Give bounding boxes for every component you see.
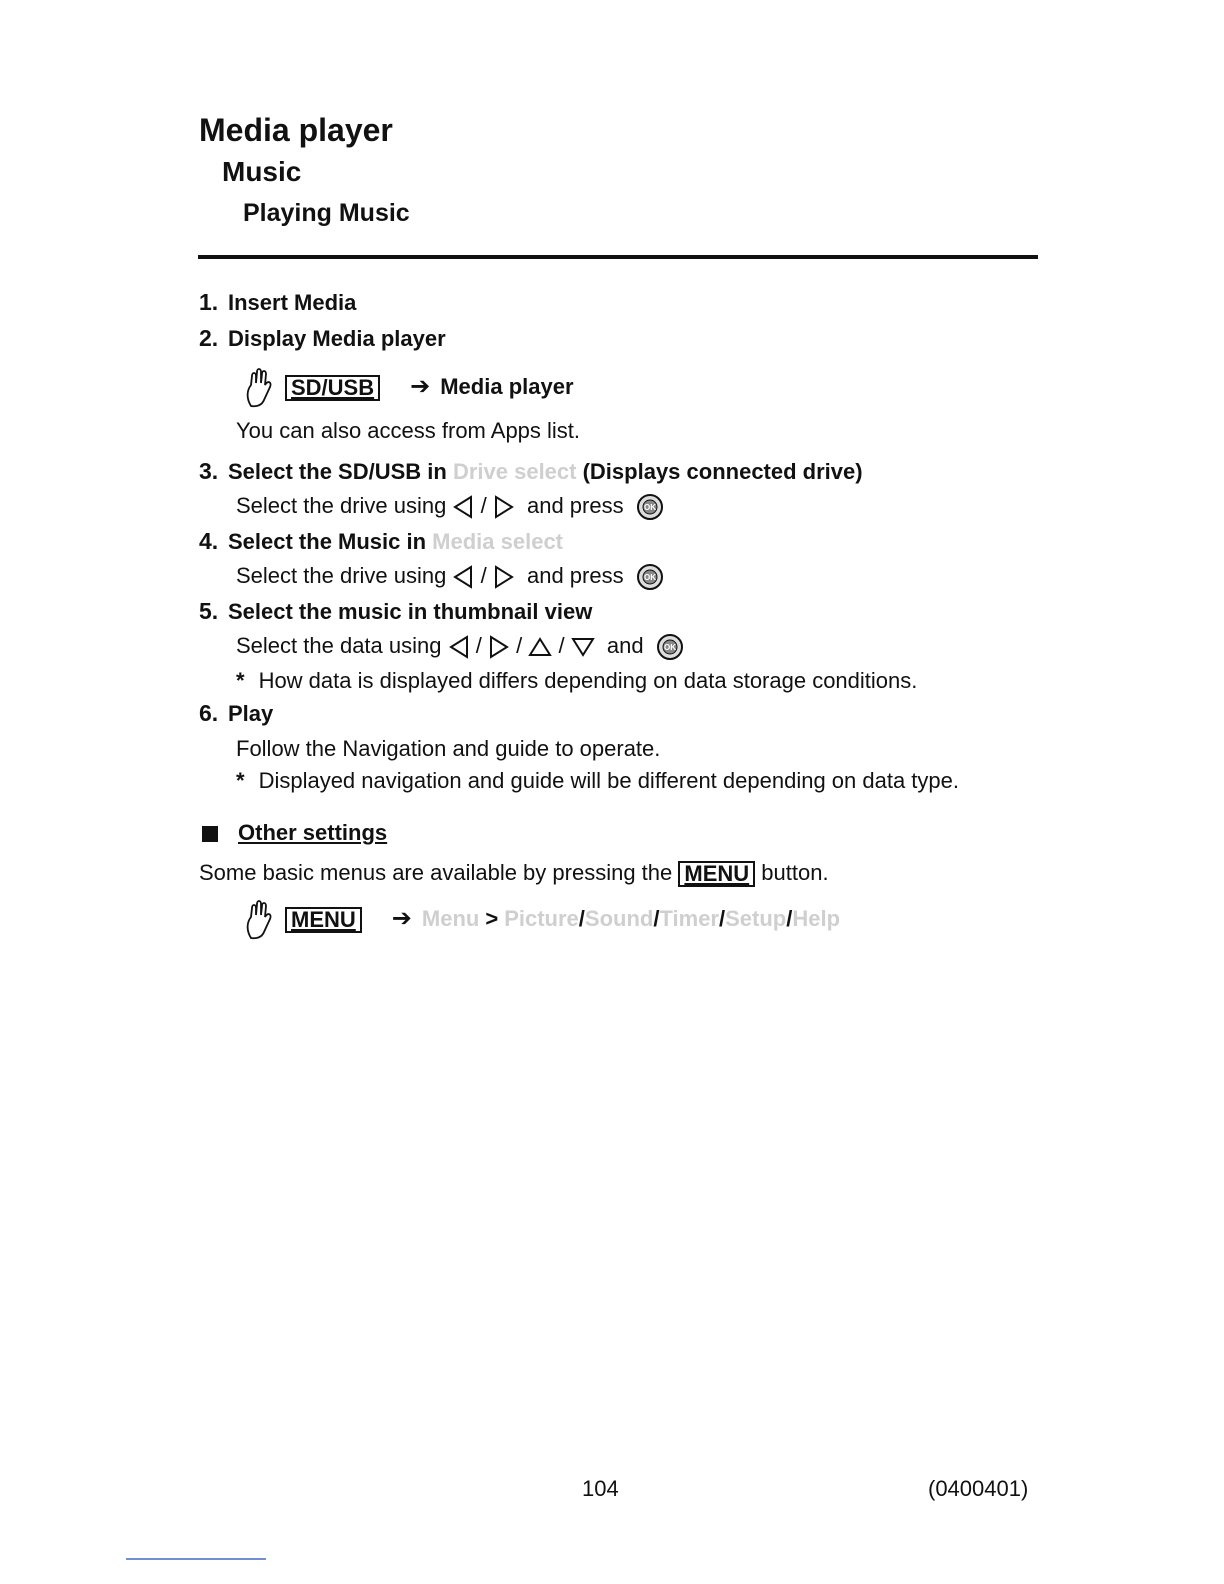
ok-button-icon: [636, 563, 664, 591]
step-4: [199, 528, 563, 555]
right-arrow-icon: [493, 565, 515, 589]
subsection-title: Playing Music: [243, 199, 410, 227]
left-arrow-icon: [452, 565, 474, 589]
divider-rule: [198, 255, 1038, 259]
step-5-body: [236, 633, 684, 661]
right-arrow-icon: [493, 495, 515, 519]
arrow-right-icon: ➔: [391, 904, 412, 932]
step-6-note: [236, 768, 959, 794]
step-5: [199, 598, 592, 625]
step-title: Play: [228, 701, 274, 726]
step-title-a: Select the SD/USB in: [228, 459, 453, 484]
text-b: button.: [761, 860, 829, 885]
page-title: Media player: [199, 112, 393, 148]
step-title: Insert Media: [228, 290, 357, 315]
remote-hand-icon: [243, 900, 273, 940]
ok-button-icon: [656, 633, 684, 661]
asterisk-bullet: *: [236, 768, 245, 793]
ok-label: OK: [643, 573, 656, 583]
arrow-right-icon: ➔: [410, 372, 431, 400]
step-3-body: [236, 493, 664, 521]
step-number: 6.: [199, 700, 219, 726]
document-code: (0400401): [928, 1476, 1029, 1501]
separator: /: [480, 493, 487, 518]
left-arrow-icon: [452, 495, 474, 519]
path-sep: /: [719, 905, 726, 931]
body-text-b: and press: [526, 563, 624, 588]
step-title-c: (Displays connected drive): [576, 459, 863, 484]
menu-timer: Timer: [659, 905, 719, 931]
ok-label: OK: [663, 643, 676, 653]
text-a: Some basic menus are available by pressing the: [199, 860, 673, 885]
page-number: 104: [582, 1476, 619, 1501]
separator: /: [475, 633, 482, 658]
menu-root: Menu: [421, 905, 480, 931]
step-3: [199, 458, 863, 485]
menu-key: MENU: [285, 907, 362, 933]
step-number: 4.: [199, 528, 219, 554]
path-gt: >: [485, 905, 499, 931]
separator: /: [558, 633, 565, 658]
path-sep: /: [653, 905, 660, 931]
body-text-b: and: [606, 633, 644, 658]
body-text-a: Select the data using: [236, 633, 442, 658]
step-6-body: Follow the Navigation and guide to operate.: [236, 736, 661, 761]
step-1: [199, 289, 356, 316]
menu-target: Media player: [440, 373, 574, 399]
body-text-a: Select the drive using: [236, 493, 447, 518]
step-2: [199, 325, 446, 352]
step-title-a: Select the Music in: [228, 529, 433, 554]
step-5-note: [236, 668, 917, 694]
step-2-note: You can also access from Apps list.: [236, 418, 581, 443]
step-number: 1.: [199, 289, 219, 315]
sd-usb-key: SD/USB: [285, 375, 380, 401]
menu-help: Help: [792, 905, 841, 931]
left-arrow-icon: [448, 635, 470, 659]
square-bullet-icon: [202, 826, 218, 842]
menu-path: [243, 900, 840, 940]
menu-setup: Setup: [725, 905, 787, 931]
separator: /: [516, 633, 523, 658]
menu-key: MENU: [678, 861, 755, 887]
body-text-a: Select the drive using: [236, 563, 447, 588]
remote-hand-icon: [243, 368, 273, 408]
footer-link-line: [126, 1558, 266, 1560]
drive-select-label: Drive select: [452, 459, 577, 484]
other-settings-text: [199, 860, 829, 887]
note-text: Displayed navigation and guide will be different depending on data type.: [258, 768, 959, 793]
body-text-b: and press: [526, 493, 624, 518]
other-settings-heading: [202, 820, 387, 846]
ok-label: OK: [643, 503, 656, 513]
step-title: Select the music in thumbnail view: [228, 599, 593, 624]
media-select-label: Media select: [432, 529, 564, 554]
step-number: 5.: [199, 598, 219, 624]
step-number: 2.: [199, 325, 219, 351]
step-2-key-path: [243, 368, 574, 408]
step-number: 3.: [199, 458, 219, 484]
down-arrow-icon: [571, 636, 595, 658]
asterisk-bullet: *: [236, 668, 245, 693]
path-sep: /: [578, 905, 585, 931]
step-6: [199, 700, 273, 727]
separator: /: [480, 563, 487, 588]
ok-button-icon: [636, 493, 664, 521]
other-settings-title: Other settings: [238, 820, 388, 845]
path-sep: /: [786, 905, 793, 931]
menu-sound: Sound: [584, 905, 654, 931]
step-title: Display Media player: [228, 326, 446, 351]
right-arrow-icon: [488, 635, 510, 659]
note-text: How data is displayed differs depending on data storage conditions.: [258, 668, 918, 693]
menu-picture: Picture: [504, 905, 579, 931]
section-title: Music: [222, 156, 302, 187]
step-4-body: [236, 563, 664, 591]
up-arrow-icon: [528, 636, 552, 658]
